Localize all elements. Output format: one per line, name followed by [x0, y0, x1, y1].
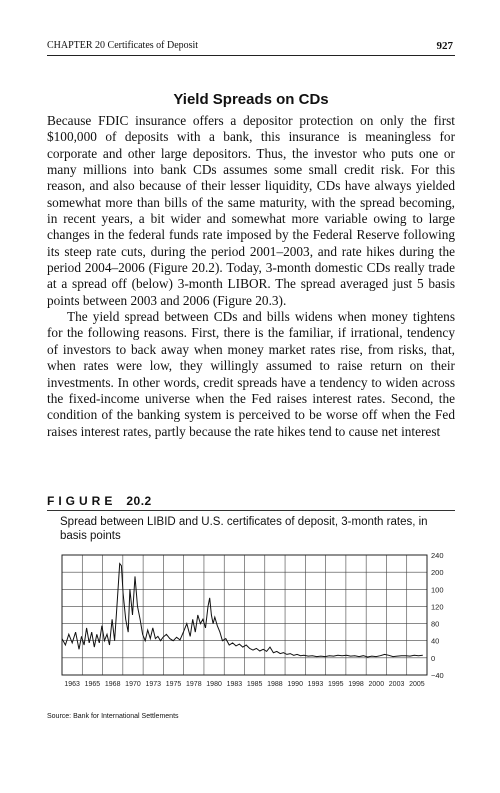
x-tick-label: 1978 — [186, 681, 202, 688]
body-text — [47, 113, 455, 440]
y-tick-label: −40 — [431, 671, 444, 680]
running-header — [47, 40, 453, 54]
y-tick-label: 40 — [431, 636, 440, 646]
y-tick-label: 120 — [431, 602, 444, 612]
figure-number: 20.2 — [126, 494, 152, 508]
spread-series-line — [62, 564, 423, 657]
x-tick-label: 1973 — [145, 681, 162, 688]
x-tick-label: 1998 — [348, 681, 364, 688]
x-tick-label: 1993 — [307, 681, 324, 688]
x-tick-label: 1970 — [125, 681, 141, 688]
x-tick-label: 1995 — [327, 681, 344, 688]
x-tick-label: 2000 — [368, 681, 385, 688]
figure-caption: Spread between LIBID and U.S. certificates of deposit, 3-month rates, in basis points — [60, 516, 428, 542]
x-tick-label: 1983 — [226, 681, 243, 688]
y-tick-label: 80 — [431, 619, 440, 629]
x-tick-label: 2003 — [388, 681, 405, 688]
figure-rule — [47, 510, 455, 511]
y-tick-label: 0 — [431, 653, 436, 663]
x-tick-label: 1990 — [287, 681, 303, 688]
page-number: 927 — [436, 40, 453, 52]
chapter-heading: CHAPTER 20 Certificates of Deposit — [47, 40, 199, 51]
x-tick-label: 2005 — [409, 681, 425, 688]
x-tick-label: 1980 — [206, 681, 222, 688]
x-tick-label: 1965 — [84, 681, 101, 688]
spread-line-chart — [0, 540, 500, 710]
paragraph-2: The yield spread between CDs and bills widens when money tightens for the following reasons. First, there is the familiar, if irrational, tendency of investors to back away when money market rates rise, from risks, that, when rates were low, they willingly assumed to raise return on their investments. In other words, credit spreads have a tendency to widen across the fixed-income universe when the Fed raises interest rates. Second, the condition of the banking system is perceived to be worse off when the Fed raises interest rates, partly because the rate hikes tend to cause net interest — [47, 309, 455, 439]
x-tick-label: 1975 — [165, 681, 182, 688]
figure-label — [47, 494, 152, 508]
x-tick-label: 1963 — [64, 681, 80, 688]
x-tick-label: 1985 — [246, 681, 263, 688]
y-tick-label: 100 — [431, 585, 444, 595]
x-tick-label: 1968 — [104, 681, 121, 688]
y-tick-label: 200 — [431, 568, 444, 578]
y-tick-label: 240 — [431, 551, 444, 560]
header-rule — [47, 55, 455, 56]
figure-source: Source: Bank for International Settlements — [47, 713, 179, 720]
paragraph-1: Because FDIC insurance offers a depositor protection on only the first $100,000 of deposits with a bank, this insurance is meaningless for corporate and other large depositors. Thus, the investor who puts one or many millions into bank CDs assumes some small credit risk. For this reason, and also because of their lesser liquidity, CDs have always yielded somewhat more than bills of the same maturity, with the spread becoming, in recent years, a bit wider and somewhat more variable owing to large changes in the federal funds rate imposed by the Federal Reserve following its steep rate cuts, during the period 2001–2003, and rate hikes during the period 2004–2006 (Figure 20.2). Today, 3-month domestic CDs really trade at a spread off (below) 3-month LIBOR. The spread averaged just 5 basis points between 2003 and 2006 (Figure 20.3). — [47, 113, 455, 308]
figure-word: FIGURE — [47, 494, 117, 508]
x-tick-label: 1988 — [267, 681, 283, 688]
section-title: Yield Spreads on CDs — [173, 91, 329, 108]
